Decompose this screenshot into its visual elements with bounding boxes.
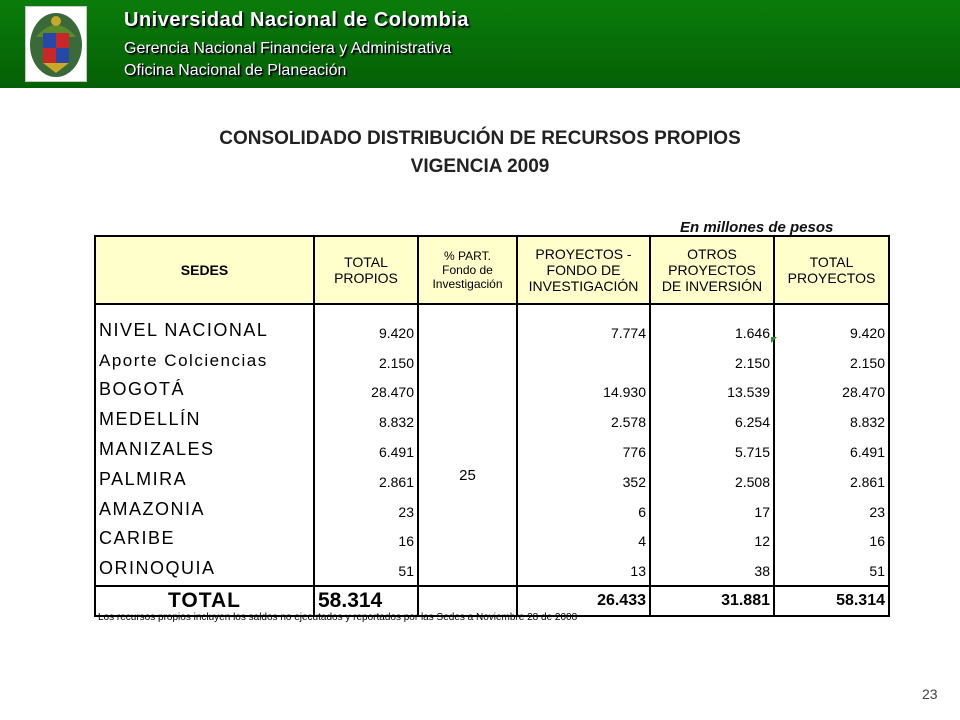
total-otros: 31.881: [650, 586, 774, 616]
otros-cell: 5.715: [650, 430, 774, 460]
total-proyectos-cell: 9.420: [774, 311, 889, 341]
table-header-row: [95, 236, 889, 304]
sede-cell: ORINOQUIA: [95, 549, 314, 579]
university-logo: [25, 6, 87, 82]
fondo-cell: 352: [517, 460, 650, 490]
total-proyectos-cell: 28.470: [774, 371, 889, 401]
sede-cell: MANIZALES: [95, 430, 314, 460]
col-header-total-propios: TOTAL PROPIOS: [314, 236, 418, 304]
table-spacer: [95, 304, 889, 311]
propios-cell: 2.150: [314, 341, 418, 371]
propios-cell: 16: [314, 520, 418, 550]
sede-cell: MEDELLÍN: [95, 400, 314, 430]
total-fondo: 26.433: [517, 586, 650, 616]
otros-cell: 38: [650, 549, 774, 579]
page-subtitle: VIGENCIA 2009: [410, 156, 550, 177]
green-marker: [771, 337, 777, 343]
propios-cell: 28.470: [314, 371, 418, 401]
total-proyectos-cell: 2.861: [774, 460, 889, 490]
propios-cell: 8.832: [314, 400, 418, 430]
otros-cell: 17: [650, 490, 774, 520]
fondo-cell: 776: [517, 430, 650, 460]
total-propios: 58.314: [314, 586, 418, 616]
total-proyectos-cell: 16: [774, 520, 889, 550]
total-proyectos-cell: 2.150: [774, 341, 889, 371]
units-note: En millones de pesos: [680, 219, 834, 236]
university-name: Universidad Nacional de Colombia: [124, 9, 469, 31]
fondo-cell: 2.578: [517, 400, 650, 430]
total-proyectos-cell: 23: [774, 490, 889, 520]
page-number: 23: [922, 686, 938, 702]
col-header-sedes: SEDES: [95, 236, 314, 304]
fondo-cell: 14.930: [517, 371, 650, 401]
fondo-cell: 6: [517, 490, 650, 520]
propios-cell: 9.420: [314, 311, 418, 341]
col-header-proyectos-fondo: PROYECTOS - FONDO DE INVESTIGACIÓN: [517, 236, 650, 304]
page-title: CONSOLIDADO DISTRIBUCIÓN DE RECURSOS PROPIOS: [219, 128, 741, 149]
header-banner: [0, 0, 960, 88]
sede-cell: CARIBE: [95, 520, 314, 550]
sede-cell: PALMIRA: [95, 460, 314, 490]
table-row: [95, 311, 889, 341]
propios-cell: 51: [314, 549, 418, 579]
col-header-total-proyectos: TOTAL PROYECTOS: [774, 236, 889, 304]
col-header-part-fondo: % PART. Fondo de Investigación: [418, 236, 517, 304]
col-header-otros-proyectos: OTROS PROYECTOS DE INVERSIÓN: [650, 236, 774, 304]
fondo-cell: 13: [517, 549, 650, 579]
sede-cell: NIVEL NACIONAL: [95, 311, 314, 341]
fondo-cell: 4: [517, 520, 650, 550]
resources-table: [94, 235, 890, 617]
propios-cell: 6.491: [314, 430, 418, 460]
fondo-cell: 7.774: [517, 311, 650, 341]
table-spacer: [95, 579, 889, 586]
office-name: Oficina Nacional de Planeación: [124, 62, 347, 79]
total-proyectos-cell: 8.832: [774, 400, 889, 430]
otros-cell: 1.646: [650, 311, 774, 341]
department-name: Gerencia Nacional Financiera y Administrativa: [124, 40, 452, 57]
sede-cell: AMAZONIA: [95, 490, 314, 520]
otros-cell: 6.254: [650, 400, 774, 430]
propios-cell: 2.861: [314, 460, 418, 490]
fondo-cell: [517, 341, 650, 371]
propios-cell: 23: [314, 490, 418, 520]
sede-cell: BOGOTÁ: [95, 371, 314, 401]
otros-cell: 13.539: [650, 371, 774, 401]
otros-cell: 2.508: [650, 460, 774, 490]
total-proyectos-cell: 6.491: [774, 430, 889, 460]
footnote: Los recursos propios incluyen los saldos no ejecutados y reportados por las Sedes a Noviembre 28 de 2008: [98, 612, 578, 623]
otros-cell: 12: [650, 520, 774, 550]
total-proyectos: 58.314: [774, 586, 889, 616]
otros-cell: 2.150: [650, 341, 774, 371]
total-proyectos-cell: 51: [774, 549, 889, 579]
participation-cell: 25: [418, 311, 517, 579]
total-label: TOTAL: [95, 586, 314, 616]
sede-cell: Aporte Colciencias: [95, 341, 314, 371]
